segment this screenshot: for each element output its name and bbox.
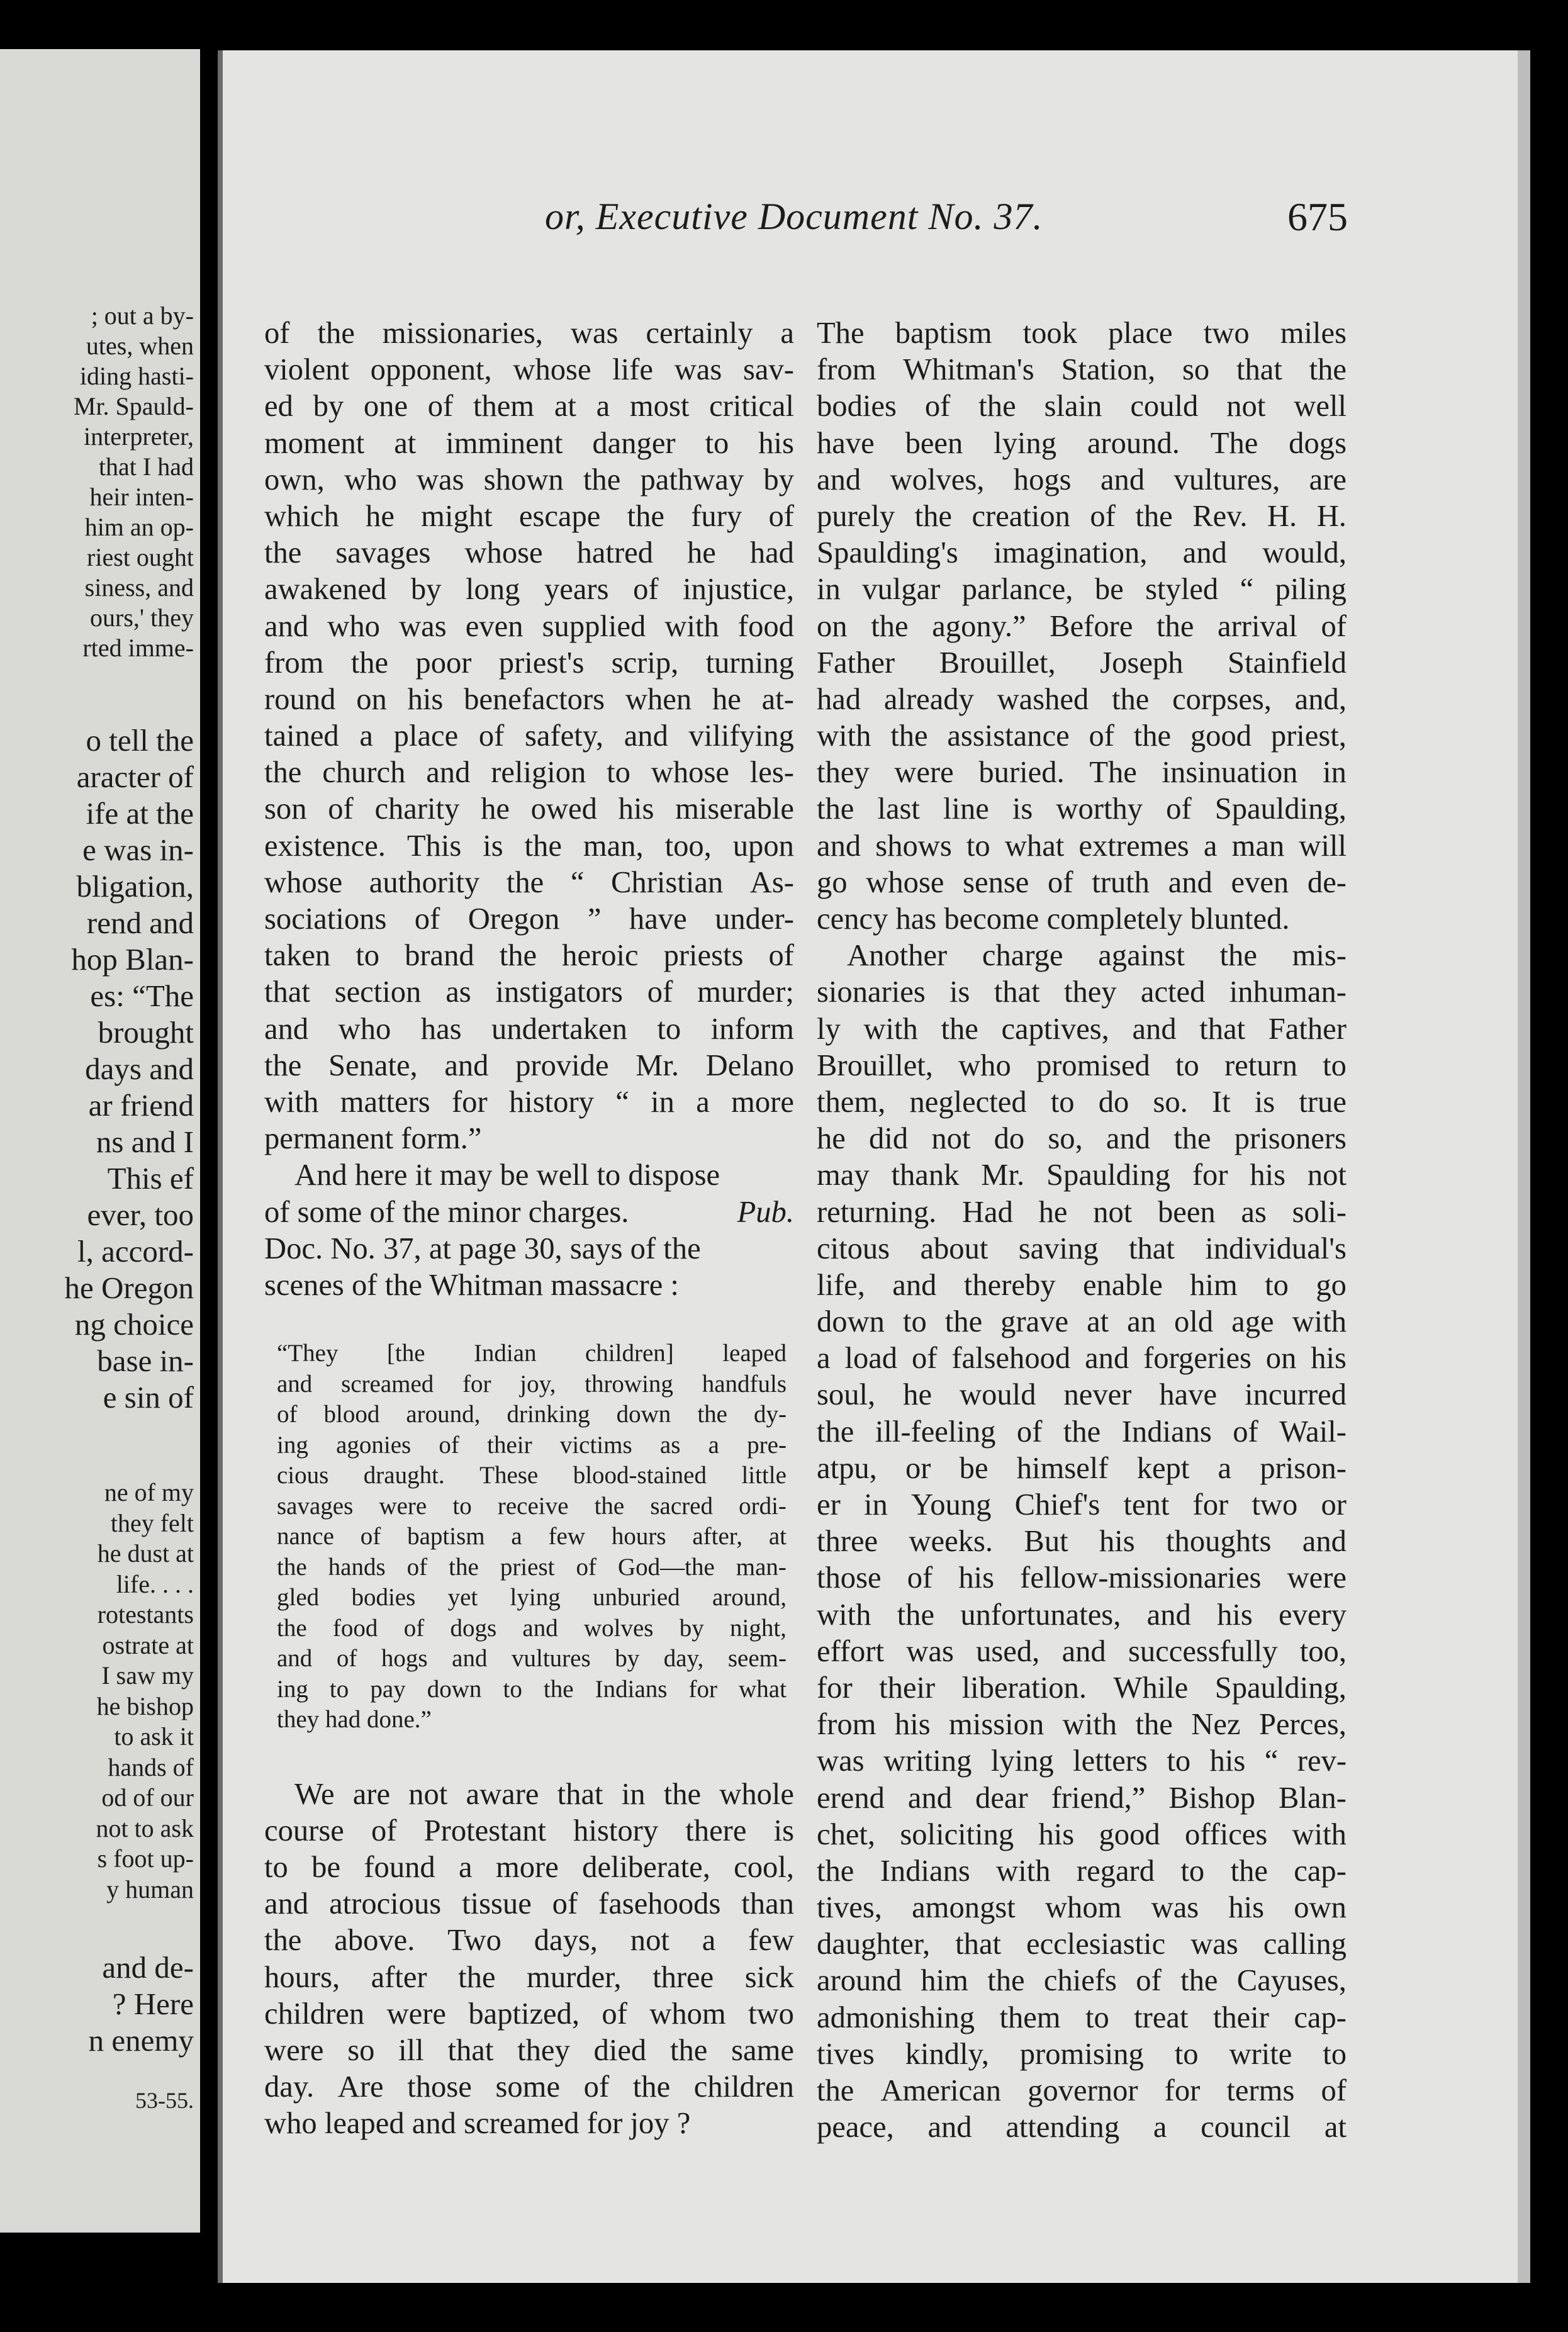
text-line: sociations of Oregon ” have under-: [264, 902, 794, 936]
block-quote: [264, 1338, 794, 1735]
text-line: hands of: [108, 1752, 194, 1781]
text-line: Mr. Spauld-: [73, 392, 194, 420]
running-head: or, Executive Document No. 37.: [545, 196, 1043, 237]
text-line: ostrate at: [102, 1630, 194, 1659]
italic-abbrev: Pub.: [737, 1194, 794, 1229]
text-line: cious draught. These blood-stained little: [277, 1462, 787, 1489]
page-number: 675: [1287, 194, 1348, 239]
right-page: [218, 50, 1530, 2283]
text-line: the food of dogs and wolves by night,: [277, 1614, 787, 1642]
text-column-right: [817, 315, 1347, 2145]
text-line: from Whitman's Station, so that the: [817, 352, 1347, 387]
text-line: od of our: [101, 1783, 194, 1812]
text-line: that section as instigators of murder;: [264, 975, 794, 1009]
text-line: This ef: [107, 1161, 194, 1196]
text-line: who leaped and screamed for joy ?: [264, 2106, 691, 2141]
text-line: ever, too: [87, 1197, 194, 1232]
text-line: and who has undertaken to inform: [264, 1011, 794, 1046]
text-line: heir inten-: [89, 483, 194, 511]
text-line: utes, when: [86, 332, 194, 360]
text-line: peace, and attending a council at: [817, 2110, 1347, 2144]
text-line: scenes of the Whitman massacre :: [264, 1267, 679, 1302]
text-line: returning. Had he not been as soli-: [817, 1194, 1347, 1229]
text-line: day. Are those some of the children: [264, 2070, 794, 2104]
text-line: l, accord-: [77, 1234, 194, 1269]
text-line: existence. This is the man, too, upon: [264, 828, 794, 863]
text-line: e was in-: [82, 832, 194, 867]
text-line: him an op-: [84, 513, 194, 541]
text-line: and atrocious tissue of fasehoods than: [264, 1886, 794, 1921]
text-line: may thank Mr. Spaulding for his not: [817, 1158, 1347, 1192]
text-line: n enemy: [88, 2023, 194, 2058]
text-line: a load of falsehood and forgeries on his: [817, 1341, 1347, 1376]
text-line: and who was even supplied with food: [264, 608, 794, 643]
text-line: citous about saving that individual's: [817, 1231, 1347, 1265]
text-line: iding hasti-: [79, 362, 194, 390]
text-line: they felt: [110, 1508, 194, 1537]
text-line: tives, amongst whom was his own: [817, 1890, 1347, 1925]
text-line: to ask it: [114, 1722, 194, 1751]
text-line: sionaries is that they acted inhuman-: [817, 975, 1347, 1009]
text-line: on the agony.” Before the arrival of: [817, 608, 1347, 643]
text-line: We are not aware that in the whole: [294, 1776, 794, 1811]
left-text-block: [96, 1477, 194, 1905]
text-line: violent opponent, whose life was sav-: [264, 352, 794, 387]
text-line: have been lying around. The dogs: [817, 425, 1347, 460]
text-line: children were baptized, of whom two: [264, 1996, 794, 2031]
text-line: rted imme-: [82, 634, 194, 662]
text-line: in vulgar parlance, be styled “ piling: [817, 572, 1347, 607]
text-line: and wolves, hogs and vultures, are: [817, 462, 1347, 496]
text-line: e sin of: [103, 1380, 194, 1415]
paragraph: [264, 1776, 794, 2142]
text-line: atpu, or be himself kept a prison-: [817, 1450, 1347, 1485]
text-line: aracter of: [76, 760, 194, 794]
text-line: that I had: [98, 452, 194, 481]
text-line: brought: [98, 1015, 194, 1050]
text-line: taken to brand the heroic priests of: [264, 938, 794, 973]
text-line: hours, after the murder, three sick: [264, 1959, 794, 1994]
text-line: hop Blan-: [71, 942, 194, 977]
text-line: bligation,: [76, 869, 194, 904]
paragraph: [264, 315, 794, 1157]
text-line: from the poor priest's scrip, turning: [264, 645, 794, 680]
text-line: s foot up-: [97, 1844, 194, 1873]
text-line: with the unfortunates, and his every: [817, 1597, 1347, 1632]
text-line: erend and dear friend,” Bishop Blan-: [817, 1780, 1347, 1815]
text-line: the last line is worthy of Spaulding,: [817, 792, 1347, 826]
text-line: moment at imminent danger to his: [264, 425, 794, 460]
text-line: the American governor for terms of: [817, 2073, 1347, 2107]
text-line: son of charity he owed his miserable: [264, 792, 794, 826]
text-column-left: [264, 315, 794, 2141]
text-line: of the missionaries, was certainly a: [264, 316, 794, 350]
text-line: gled bodies yet lying unburied around,: [277, 1584, 787, 1612]
text-line: course of Protestant history there is: [264, 1813, 794, 1847]
text-line: ly with the captives, and that Father: [817, 1011, 1347, 1046]
text-line: Spaulding's imagination, and would,: [817, 535, 1347, 570]
text-line: ours,' they: [90, 603, 194, 632]
text-line: riest ought: [87, 543, 194, 571]
text-line: own, who was shown the pathway by: [264, 462, 794, 496]
text-line: had already washed the corpses, and,: [817, 681, 1347, 716]
text-line: o tell the: [86, 723, 194, 758]
text-line: y human: [106, 1875, 194, 1903]
text-line: cency has become completely blunted.: [817, 902, 1290, 936]
text-line: admonishing them to treat their cap-: [817, 2000, 1347, 2034]
text-line: ing agonies of their victims as a pre-: [277, 1431, 787, 1459]
text-line: base in-: [97, 1343, 194, 1378]
text-line: days and: [85, 1051, 194, 1086]
left-page-fragment: [0, 49, 200, 2233]
text-line: bodies of the slain could not well: [817, 389, 1347, 423]
text-line: ns and I: [96, 1124, 194, 1159]
text-line: from his mission with the Nez Perces,: [817, 1707, 1347, 1742]
text-line: and of hogs and vultures by day, seem-: [277, 1645, 787, 1673]
text-line: permanent form.”: [264, 1121, 482, 1156]
text-line: savages were to receive the sacred ordi-: [277, 1492, 787, 1520]
text-line: purely the creation of the Rev. H. H.: [817, 498, 1347, 533]
text-line: ing to pay down to the Indians for what: [277, 1675, 787, 1703]
page-edge: [1518, 50, 1530, 2283]
text-line: ar friend: [88, 1088, 194, 1123]
text-line: he bishop: [96, 1691, 194, 1720]
text-line: er in Young Chief's tent for two or: [817, 1488, 1347, 1522]
left-footnote: 53-55.: [135, 2088, 194, 2113]
text-line: ; out a by-: [91, 301, 194, 330]
text-line: and shows to what extremes a man will: [817, 828, 1347, 863]
text-line: Another charge against the mis-: [847, 938, 1347, 973]
text-line: awakened by long years of injustice,: [264, 572, 794, 607]
text-line: the savages whose hatred he had: [264, 535, 794, 570]
text-line: “They [the Indian children] leaped: [277, 1340, 787, 1367]
text-line: es: “The: [90, 978, 194, 1013]
text-line: go whose sense of truth and even de-: [817, 865, 1347, 899]
text-line: the church and religion to whose les-: [264, 755, 794, 790]
text-line: they were buried. The insinuation in: [817, 755, 1347, 790]
text-line: effort was used, and successfully too,: [817, 1634, 1347, 1668]
text-line: down to the grave at an old age with: [817, 1304, 1347, 1339]
text-line: those of his fellow-missionaries were: [817, 1561, 1347, 1595]
gutter-shadow: [218, 50, 223, 2283]
text-line: tained a place of safety, and vilifying: [264, 719, 794, 753]
text-line: he did not do so, and the prisoners: [817, 1121, 1347, 1156]
text-line: he dust at: [97, 1539, 194, 1567]
text-line: around him the chiefs of the Cayuses,: [817, 1963, 1347, 1998]
text-line: of blood around, drinking down the dy-: [277, 1401, 787, 1428]
text-line: rend and: [86, 905, 194, 940]
text-line: interpreter,: [84, 422, 194, 451]
text-line: and screamed for joy, throwing handfuls: [277, 1370, 787, 1398]
text-line: ed by one of them at a most critical: [264, 389, 794, 423]
text-line: life, and thereby enable him to go: [817, 1267, 1347, 1302]
text-line: round on his benefactors when he at-: [264, 681, 794, 716]
text-line: Father Brouillet, Joseph Stainfield: [817, 645, 1347, 680]
text-line: he Oregon: [64, 1270, 194, 1305]
left-text-block: [74, 301, 194, 663]
text-line: with matters for history “ in a more: [264, 1084, 794, 1119]
text-line: three weeks. But his thoughts and: [817, 1524, 1347, 1559]
paragraph: [817, 937, 1347, 2145]
text-line: Brouillet, who promised to return to: [817, 1048, 1347, 1082]
text-line: the above. Two days, not a few: [264, 1923, 794, 1958]
text-line: were so ill that they died the same: [264, 2032, 794, 2067]
text-line: soul, he would never have incurred: [817, 1377, 1347, 1412]
text-line: whose authority the “ Christian As-: [264, 865, 794, 899]
text-line: with the assistance of the good priest,: [817, 719, 1347, 753]
left-text-block: [89, 1949, 194, 2059]
text-line: of some of the minor charges. Pub.: [264, 1194, 794, 1230]
text-line: ng choice: [74, 1307, 194, 1342]
text-line: rotestants: [97, 1600, 194, 1628]
text-line: and de-: [102, 1950, 194, 1985]
text-line: daughter, that ecclesiastic was calling: [817, 1927, 1347, 1961]
text-line: which he might escape the fury of: [264, 498, 794, 533]
text-line: ne of my: [104, 1478, 194, 1506]
text-line: they had done.”: [277, 1706, 432, 1734]
text-line: chet, soliciting his good offices with: [817, 1817, 1347, 1851]
text-line: for their liberation. While Spaulding,: [817, 1670, 1347, 1705]
text-line: the Senate, and provide Mr. Delano: [264, 1048, 794, 1082]
text-line: to be found a more deliberate, cool,: [264, 1849, 794, 1884]
text-line: tives kindly, promising to write to: [817, 2036, 1347, 2071]
text-line: life. . . .: [116, 1569, 194, 1598]
text-line: The baptism took place two miles: [817, 316, 1347, 350]
text-line: the ill-feeling of the Indians of Wail-: [817, 1414, 1347, 1449]
text-line: was writing lying letters to his “ rev-: [817, 1744, 1347, 1778]
left-text-block: [65, 722, 194, 1416]
text-line: siness, and: [84, 573, 194, 602]
text-line: the Indians with regard to the cap-: [817, 1853, 1347, 1888]
text-line: not to ask: [96, 1813, 194, 1842]
text-line: And here it may be well to dispose: [294, 1158, 720, 1192]
text-line: ife at the: [86, 796, 194, 831]
text-line: nance of baptism a few hours after, at: [277, 1523, 787, 1550]
text-line: the hands of the priest of God—the man-: [277, 1553, 787, 1581]
text-line: ? Here: [112, 1987, 194, 2021]
text-line: I saw my: [101, 1661, 194, 1690]
text-line: them, neglected to do so. It is true: [817, 1084, 1347, 1119]
paragraph: [264, 1157, 794, 1303]
text-line: Doc. No. 37, at page 30, says of the: [264, 1231, 701, 1265]
paragraph: [817, 315, 1347, 937]
